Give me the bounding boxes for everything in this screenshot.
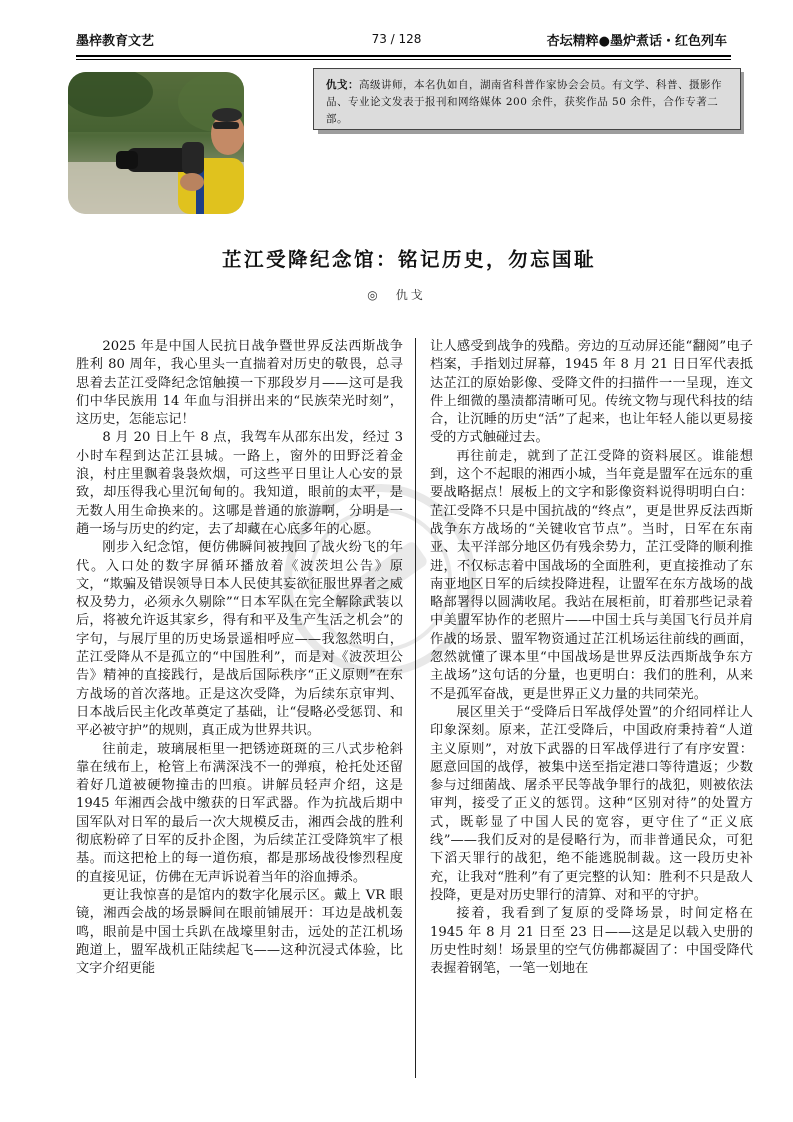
author-bio-text: 高级讲师，本名仇如自，湖南省科普作家协会会员。有文学、科普、摄影作品、专业论文发表于报刊和网络媒体 200 余件，获奖作品 50 余件，合作专著二部。: [326, 79, 722, 125]
paragraph: 接着，我看到了复原的受降场景，时间定格在 1945 年 8 月 21 日至 23 日——这是足以载入史册的历史性时刻！场景里的空气仿佛都凝固了：中国受降代表握着钢笔，一笔一划地在: [430, 906, 753, 977]
paragraph: 往前走，玻璃展柜里一把锈迹斑斑的三八式步枪斜靠在绒布上，枪管上布满深浅不一的弹痕，枪托处还留着好几道被硬物撞击的凹痕。讲解员轻声介绍，这是 1945 年湘西会战中缴获的日军武器。作为抗战后期中国军队对日军的最后一次大规模反击，湘西会战的胜利彻底粉碎了日军的反扑企图，为后续芷江受降筑牢了根基。而这把枪上的每一道伤痕，都是那场战役惨烈程度的直接见证，仿佛在无声诉说着当年的浴血搏杀。: [76, 741, 403, 885]
page-number: 73 / 128: [371, 32, 422, 46]
article-byline: ◎ 仇戈: [367, 288, 426, 302]
header-publication: 墨梓教育文艺: [76, 34, 155, 49]
paragraph: 再往前走，就到了芷江受降的资料展区。谁能想到，这个不起眼的湘西小城，当年竟是盟军在远东的重要战略据点！展板上的文字和影像资料说得明明白白：芷江受降不只是中国抗战的“终点”，更是世界反法西斯战争东方战场的“关键收官节点”。当时，日军在东南亚、太平洋部分地区仍有残余势力，芷江受降的顺利推进，不仅标志着中国战场的全面胜利，更直接推动了东南亚地区日军的后续投降进程，让盟军在东方战场的战略部署得以圆满收尾。我站在展柜前，盯着那些记录着中美盟军协作的老照片——中国士兵与美国飞行员并肩作战的场景、盟军物资通过芷江机场运往前线的画面，忽然就懂了课本里“中国战场是世界反法西斯战争东方主战场”这句话的分量，也更明白：我们的胜利，从来不是孤军奋战，更是世界正义力量的共同荣光。: [430, 448, 753, 702]
header-rule-thin: [76, 59, 731, 60]
author-name: 仇戈：: [326, 79, 359, 91]
paragraph: 刚步入纪念馆，便仿佛瞬间被拽回了战火纷飞的年代。入口处的数字屏循环播放着《波茨坦公告》原文，“欺骗及错误领导日本人民使其妄欲征服世界者之威权及势力，必须永久剔除”“日本军队在完全解除武装以后，将被允许返其家乡，得有和平及生产生活之机会”的字句，与展厅里的历史场景遥相呼应——我忽然明白，芷江受降从不是孤立的“中国胜利”，而是对《波茨坦公告》精神的直接践行，是战后国际秩序“正义原则”在东方战场的首次落地。正是这次受降，为后续东京审判、日本战后民主化改革奠定了基础，让“侵略必受惩罚、和平必被守护”的规则，真正成为世界共识。: [76, 540, 403, 739]
author-bio: [313, 68, 741, 130]
paragraph: 展区里关于“受降后日军战俘处置”的介绍同样让人印象深刻。原来，芷江受降后，中国政府秉持着“人道主义原则”，对放下武器的日军战俘进行了有序安置：愿意回国的战俘，被集中送至指定港口等待遣返；少数参与过细菌战、屠杀平民等战争罪行的战犯，则被依法审判，接受了正义的惩罚。这种“区别对待”的处置方式，既彰显了中国人民的宽容，更守住了“正义底线”——我们反对的是侵略行为，而非普通民众，可犯下滔天罪行的战犯，绝不能逃脱制裁。这一段历史补充，让我对“胜利”有了更完整的认知：胜利不只是敌人投降，更是对历史罪行的清算、对和平的守护。: [430, 704, 753, 903]
paragraph: 8 月 20 日上午 8 点，我驾车从邵东出发，经过 3 小时车程到达芷江县城。一路上，窗外的田野泛着金浪，村庄里飘着袅袅炊烟，可这些平日里让人心安的景致，却压得我心里沉甸甸的。我知道，眼前的太平，是无数人用生命换来的。这哪是普通的旅游啊，分明是一趟一场与历史的约定，去了却藏在心底多年的心愿。: [76, 430, 403, 537]
column-right: [430, 338, 753, 978]
paragraph: 更让我惊喜的是馆内的数字化展示区。戴上 VR 眼镜，湘西会战的场景瞬间在眼前铺展开：耳边是战机轰鸣，眼前是中国士兵趴在战壕里射击，远处的芷江机场跑道上，盟军战机正陆续起飞——这种沉浸式体验，比文字介绍更能: [76, 887, 403, 977]
header-rule-thick: [76, 55, 731, 57]
article-title: 芷江受降纪念馆：铭记历史，勿忘国耻: [222, 248, 597, 271]
column-left: [76, 338, 403, 978]
author-photo: [68, 72, 244, 214]
paragraph: 2025 年是中国人民抗日战争暨世界反法西斯战争胜利 80 周年，我心里头一直揣着对历史的敬畏，总寻思着去芷江受降纪念馆触摸一下那段岁月——这可是我们中华民族用 14 年血与泪拼出来的“民族荣光时刻”，这历史，怎能忘记！: [76, 339, 403, 428]
paragraph-continuation: 让人感受到战争的残酷。旁边的互动屏还能“翻阅”电子档案，手指划过屏幕，1945 年 8 月 21 日日军代表抵达芷江的原始影像、受降文件的扫描件一一呈现，连文件上细微的墨渍都清晰可见。传统文物与现代科技的结合，让沉睡的历史“活”了起来，也让年轻人能以更易接受的方式触碰过去。: [430, 339, 753, 446]
column-divider: [415, 338, 416, 1078]
header-column-title: 杏坛精粹●墨炉煮话・红色列车: [546, 34, 727, 49]
